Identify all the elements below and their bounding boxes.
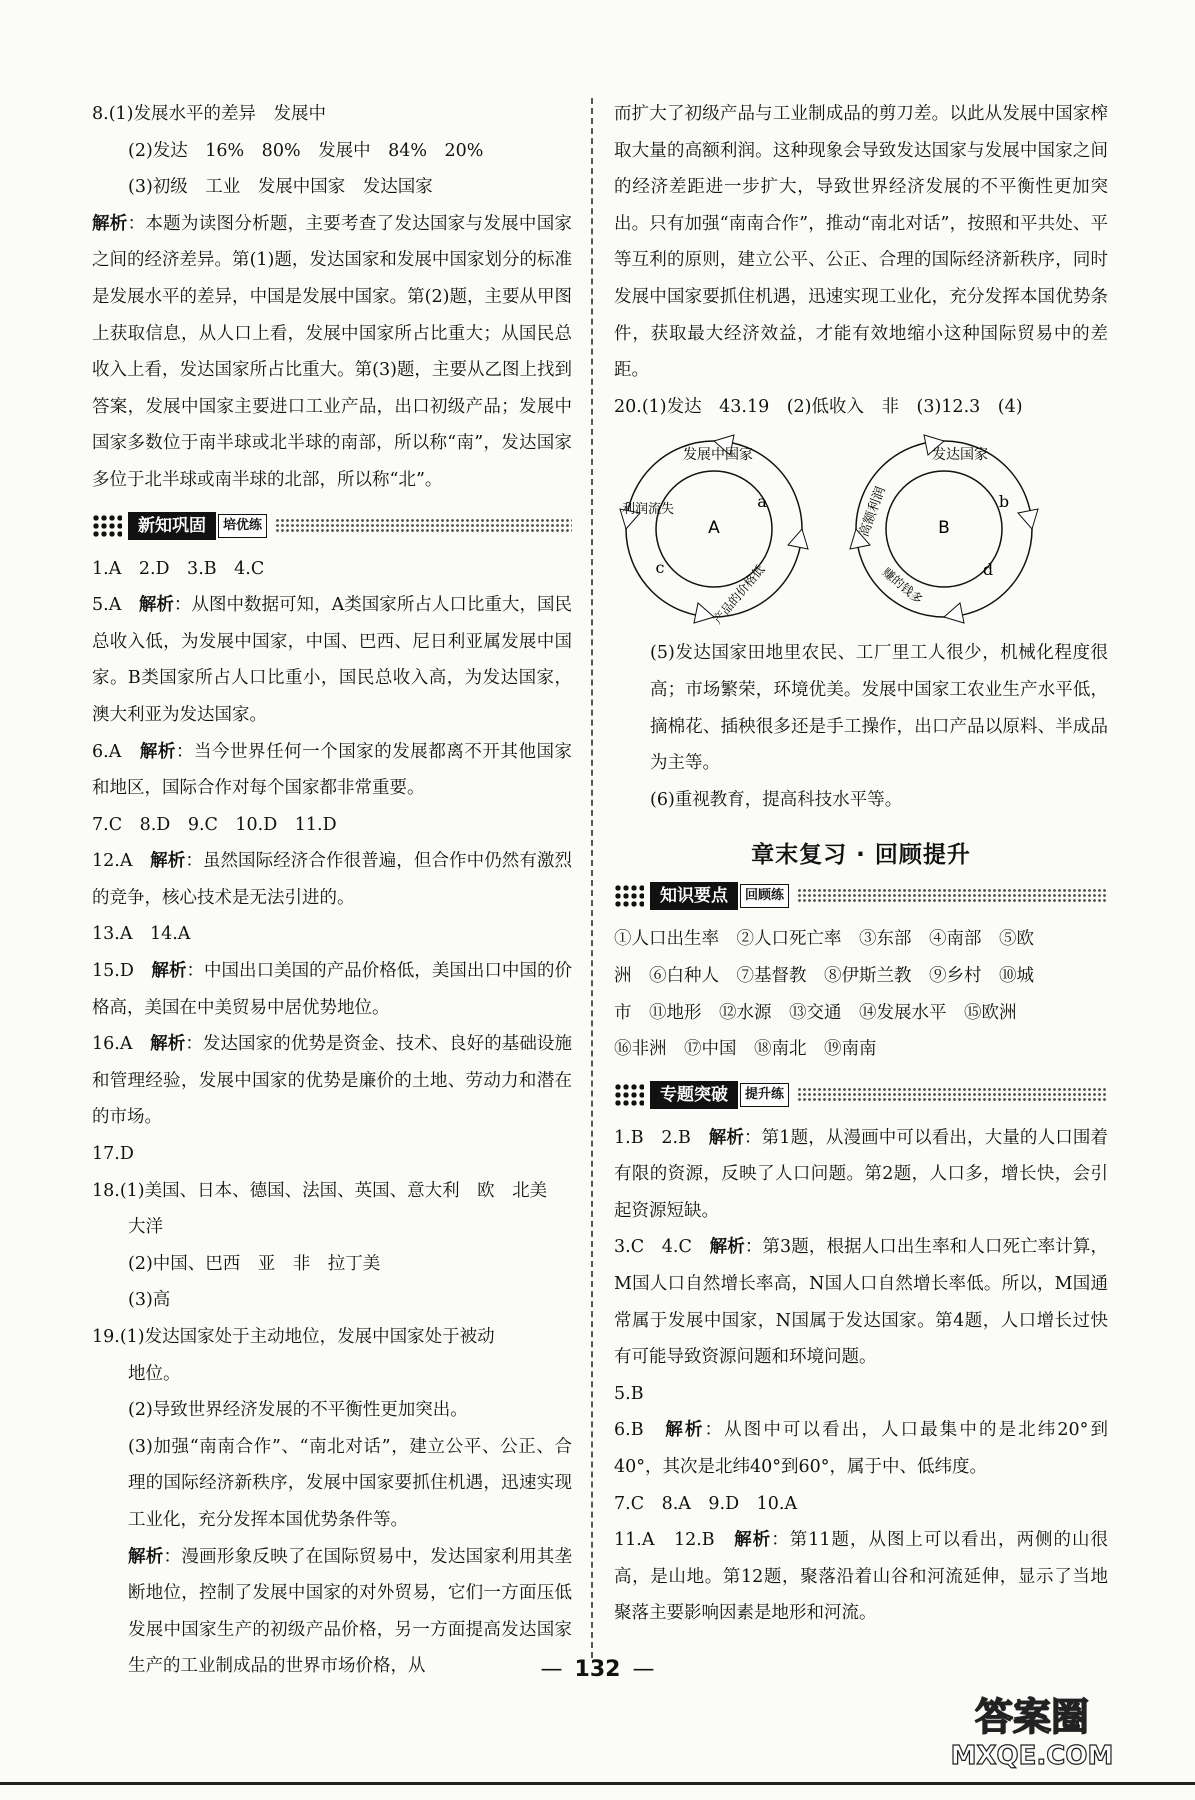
diagram-b-right: b [998, 492, 1010, 512]
analysis-label: 解析 [128, 1546, 164, 1567]
topic-q11-12-head: 11.A 12.B [614, 1530, 735, 1551]
q12-head: 12.A [92, 851, 151, 872]
q15-head: 15.D [92, 961, 152, 982]
diagram-a-center: A [708, 518, 720, 539]
q19-line-3: (3)加强“南南合作”、“南北对话”，建立公平、公正、合理的国际经济新秩序，发展中国家要抓住机遇，迅速实现工业化，充分发挥本国优势条件等。 [128, 1436, 572, 1530]
banner-tag: 专题突破 [650, 1081, 738, 1109]
diagram-b-bottom: 赚的钱多 [879, 565, 926, 608]
q16-head: 16.A [92, 1034, 151, 1055]
q6 [92, 734, 572, 807]
q19-line-1: 19.(1)发达国家处于主动地位，发展中国家处于被动 [92, 1327, 495, 1347]
banner-xinzhi [92, 511, 572, 541]
page-number: — 132 — [540, 1657, 655, 1682]
analysis-label: 解析 [709, 1237, 745, 1258]
banner-zhishi [614, 881, 1108, 911]
analysis-label: 解析 [734, 1530, 772, 1551]
topic-q1-2-text: ：第1题，从漫画中可以看出，大量的人口围着有限的资源，反映了人口问题。第2题，人口多，增长快，会引起资源短缺。 [614, 1127, 1109, 1221]
q20-line: 20.(1)发达 43.19 (2)低收入 非 (3)12.3 (4) [614, 396, 1023, 417]
q20-part-6: (6)重视教育，提高科技水平等。 [650, 789, 903, 810]
section-title: 章末复习 · 回顾提升 [751, 842, 971, 869]
diagram-a-top: 发展中国家 [683, 447, 753, 464]
page-number-value: 132 [574, 1657, 621, 1682]
right-column [614, 96, 1108, 1632]
q8-line-2: (2)发达 16% 80% 发展中 84% 20% [128, 140, 484, 161]
dotted-rule [275, 518, 572, 534]
answer-17: 17.D [92, 1144, 134, 1165]
q18-line-1b: 大洋 [128, 1217, 163, 1238]
answers-13-14: 13.A 14.A [92, 924, 191, 945]
dots-icon [614, 884, 644, 908]
q19-analysis-text: ：漫画形象反映了在国际贸易中，发达国家利用其垄断地位，控制了发展中国家的对外贸易，它们一方面压低发展中国家生产的初级产品价格，另一方面提高发达国家生产的工业制成品的世界市场价格，从 [128, 1546, 573, 1677]
diagram-b-left: 高额利润 [856, 485, 889, 540]
left-column [92, 96, 572, 1685]
analysis-label: 解析 [138, 595, 174, 616]
key-points-line-3: 市 ⑪地形 ⑫水源 ⑬交通 ⑭发展水平 ⑮欧洲 [614, 1002, 1017, 1023]
banner-tag: 新知巩固 [128, 512, 216, 540]
q8-line-3: (3)初级 工业 发展中国家 发达国家 [128, 177, 433, 198]
key-points-line-4: ⑯非洲 ⑰中国 ⑱南北 ⑲南南 [614, 1039, 877, 1060]
topic-q1-2 [614, 1120, 1108, 1230]
q15 [92, 953, 572, 1026]
cycle-diagram-svg [614, 429, 1108, 629]
diagram-a-right: a [757, 492, 767, 512]
banner-sub: 提升练 [740, 1083, 789, 1107]
q5 [92, 587, 572, 733]
q8-analysis-text: ：本题为读图分析题，主要考查了发达国家与发展中国家之间的经济差异。第(1)题，发达国家和发展中国家划分的标准是发展水平的差异，中国是发展中国家。第(2)题，主要从甲图上获取信息，从人口上看，发展中国家所占比重大；从国民总收入上看，发达国家所占比重大。第(3)题，主要从乙图上找到答案，发展中国家主要进口工业产品，出口初级产品；发展中国家多数位于南半球或北半球的南部，所以称“南”，发达国家多位于北半球或南半球的北部，所以称“北”。 [92, 213, 572, 490]
diagram-a-lower-left: c [655, 558, 665, 578]
q5-head: 5.A [92, 595, 139, 616]
analysis-label: 解析 [150, 851, 186, 872]
dotted-rule [797, 888, 1108, 904]
topic-answers-7-10: 7.C 8.A 9.D 10.A [614, 1493, 798, 1514]
column-divider [591, 98, 593, 1658]
topic-q6-head: 6.B [614, 1420, 666, 1441]
q6-head: 6.A [92, 741, 140, 762]
topic-q6 [614, 1412, 1108, 1485]
topic-q11-12-text: ：第11题，从图上可以看出，两侧的山很高，是山地。第12题，聚落沿着山谷和河流延伸，显示了当地聚落主要影响因素是地形和河流。 [614, 1530, 1108, 1624]
diagram-a-left: 利润流失 [621, 502, 675, 518]
q20-part-5: (5)发达国家田地里农民、工厂里工人很少，机械化程度很高；市场繁荣，环境优美。发展中国家工农业生产水平低，摘棉花、插秧很多还是手工操作，出口产品以原料、半成品为主等。 [650, 643, 1108, 774]
q12-text: ：虽然国际经济合作很普遍，但合作中仍然有激烈的竞争，核心技术是无法引进的。 [92, 851, 573, 908]
banner-zhuanti [614, 1080, 1108, 1110]
q16-text: ：发达国家的优势是资金、技术、良好的基础设施和管理经验，发展中国家的优势是廉价的土地、劳动力和潜在的市场。 [92, 1034, 573, 1128]
topic-q3-4-text: ：第3题，根据人口出生率和人口死亡率计算，M国人口自然增长率高，N国人口自然增长率低。所以，M国通常属于发展中国家，N国属于发达国家。第4题，人口增长过快有可能导致资源问题和环境问题。 [614, 1237, 1109, 1368]
dots-icon [614, 1083, 644, 1107]
banner-sub: 培优练 [218, 514, 267, 538]
q19-line-1b: 地位。 [128, 1363, 181, 1384]
topic-q3-4 [614, 1229, 1108, 1375]
q6-text: ：当今世界任何一个国家的发展都离不开其他国家和地区，国际合作对每个国家都非常重要。 [92, 741, 573, 799]
topic-q3-4-head: 3.C 4.C [614, 1237, 710, 1258]
diagram-a-bottom: 产品的价格低 [710, 562, 768, 627]
diagram-b-center: B [938, 518, 950, 539]
q18-line-3: (3)高 [128, 1290, 171, 1311]
topic-q1-2-head: 1.B 2.B [614, 1127, 709, 1148]
q12 [92, 843, 572, 916]
dotted-rule [797, 1087, 1108, 1103]
analysis-label: 解析 [708, 1127, 744, 1148]
q19-analysis-continued: 而扩大了初级产品与工业制成品的剪刀差。以此从发展中国家榨取大量的高额利润。这种现象会导致发达国家与发展中国家之间的经济差距进一步扩大，导致世界经济发展的不平衡性更加突出。只有加强“南南合作”，推动“南北对话”，按照和平共处、平等互利的原则，建立公平、公正、合理的国际经济新秩序，同时发展中国家要抓住机遇，迅速实现工业化，充分发挥本国优势条件，获取最大经济效益，才能有效地缩小这种国际贸易中的差距。 [614, 104, 1108, 381]
cycle-diagrams [614, 429, 1108, 629]
q19-line-2: (2)导致世界经济发展的不平衡性更加突出。 [128, 1400, 468, 1421]
watermark-url: MXQE.COM [950, 1741, 1114, 1770]
bottom-rule [0, 1782, 1195, 1785]
topic-answer-5: 5.B [614, 1383, 644, 1404]
diagram-b-lower-right: d [982, 560, 994, 580]
diagram-b-top: 发达国家 [932, 447, 988, 464]
q8-analysis [92, 206, 572, 499]
q18-line-1: 18.(1)美国、日本、德国、法国、英国、意大利 欧 北美 [92, 1180, 548, 1201]
key-points-line-1: ①人口出生率 ②人口死亡率 ③东部 ④南部 ⑤欧 [614, 929, 1034, 950]
banner-sub: 回顾练 [740, 884, 789, 908]
topic-q11-12 [614, 1522, 1108, 1632]
analysis-label: 解析 [92, 213, 128, 234]
watermark-logo [912, 1690, 1152, 1770]
q8-line-1: 8.(1)发展水平的差异 发展中 [92, 104, 326, 124]
cycle-diagram-a [620, 435, 808, 627]
answers-1-4: 1.A 2.D 3.B 4.C [92, 558, 265, 579]
q18-line-2: (2)中国、巴西 亚 非 拉丁美 [128, 1253, 381, 1274]
analysis-label: 解析 [151, 961, 187, 982]
banner-tag: 知识要点 [650, 882, 738, 910]
analysis-label: 解析 [139, 741, 176, 762]
q15-text: ：中国出口美国的产品价格低，美国出口中国的价格高，美国在中美贸易中居优势地位。 [92, 961, 573, 1018]
cycle-diagram-b [850, 435, 1038, 623]
q16 [92, 1026, 572, 1136]
key-points-line-2: 洲 ⑥白种人 ⑦基督教 ⑧伊斯兰教 ⑨乡村 ⑩城 [614, 965, 1034, 986]
analysis-label: 解析 [665, 1420, 705, 1441]
answers-7-11: 7.C 8.D 9.C 10.D 11.D [92, 814, 337, 835]
watermark-text: 答案圈 [974, 1695, 1090, 1739]
q5-text: ：从图中数据可知，A类国家所占人口比重大，国民总收入低，为发展中国家，中国、巴西、尼日利亚属发展中国家。B类国家所占人口比重小，国民总收入高，为发达国家，澳大利亚为发达国家。 [92, 595, 572, 725]
topic-q6-text: ：从图中可以看出，人口最集中的是北纬20°到40°，其次是北纬40°到60°，属于中、低纬度。 [614, 1420, 1109, 1478]
analysis-label: 解析 [150, 1034, 186, 1055]
dots-icon [92, 514, 122, 538]
